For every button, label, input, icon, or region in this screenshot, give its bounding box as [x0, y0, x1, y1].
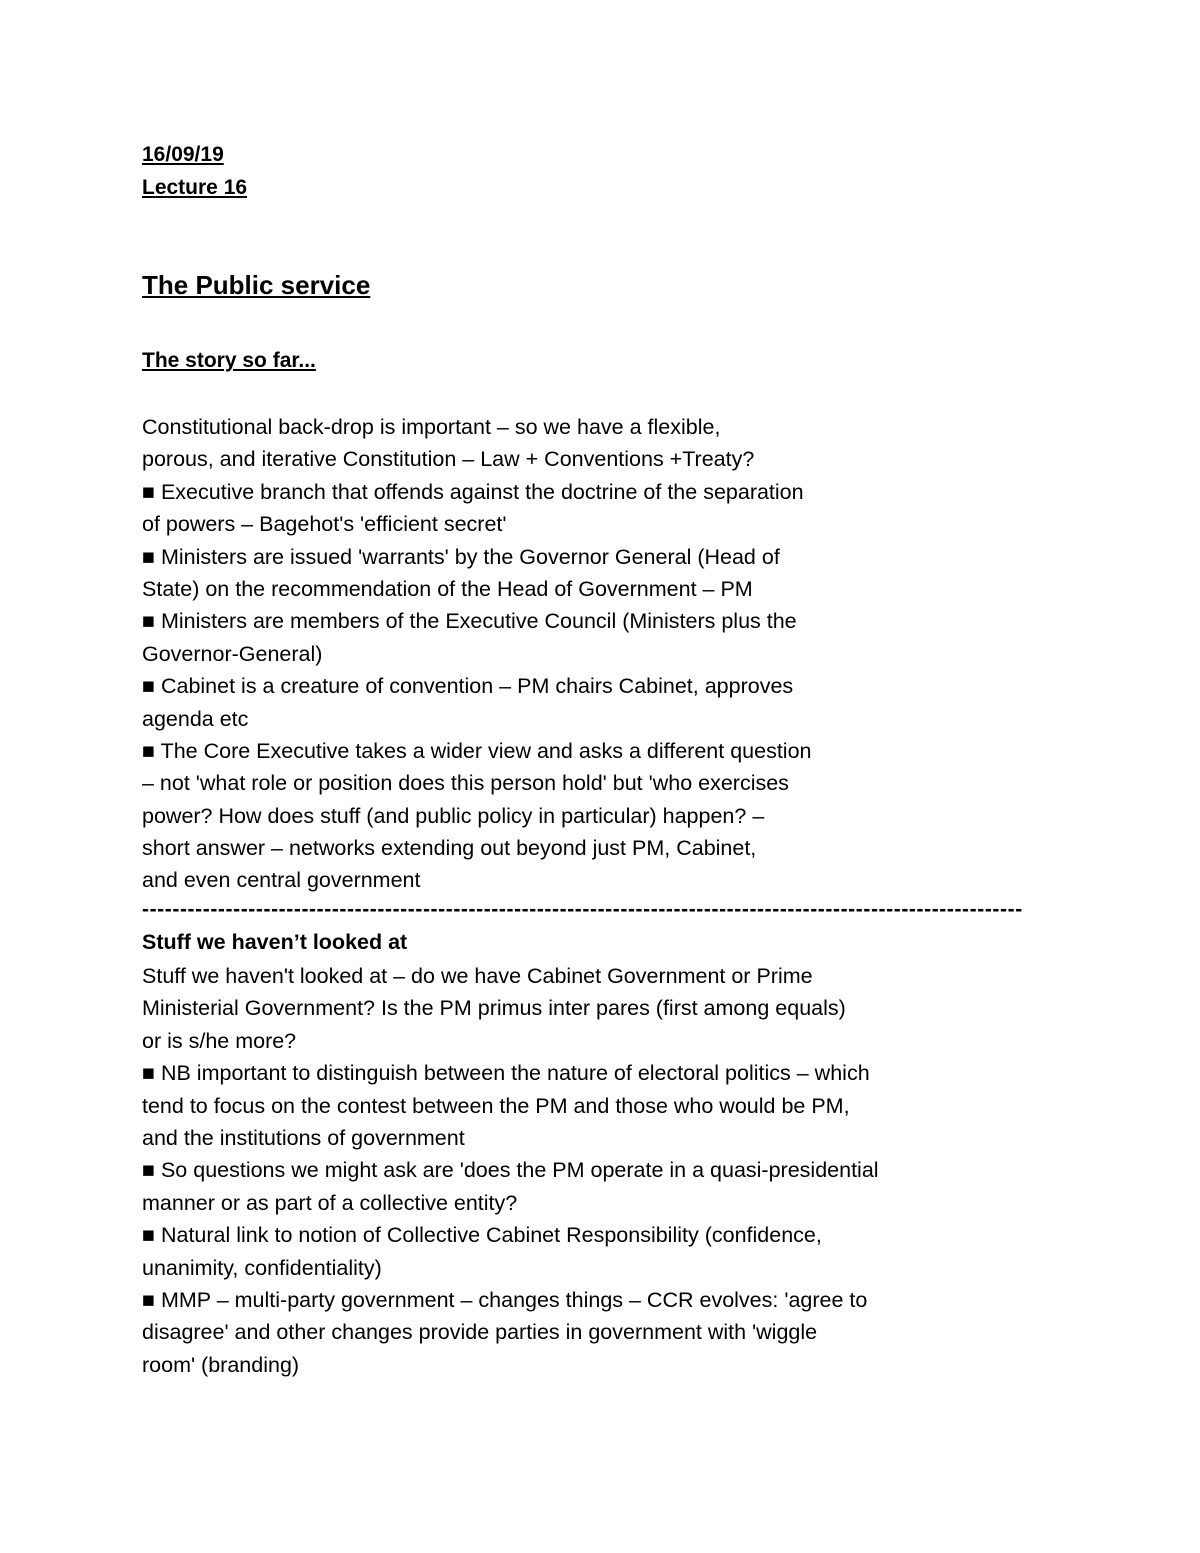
- section-body-not-looked-at: [142, 960, 1102, 1381]
- text-line: – not 'what role or position does this person hold' but 'who exercises: [142, 771, 789, 796]
- text-line: disagree' and other changes provide parties in government with 'wiggle: [142, 1320, 818, 1345]
- text-line: Ministerial Government? Is the PM primus inter pares (first among equals): [142, 996, 846, 1021]
- page-title: The Public service: [142, 270, 371, 300]
- bullet-line: ■ Ministers are issued 'warrants' by the Governor General (Head of: [142, 544, 780, 569]
- bullet-line: ■ NB important to distinguish between the nature of electoral politics – which: [142, 1061, 870, 1086]
- bullet-line: ■ Ministers are members of the Executive Council (Ministers plus the: [142, 609, 797, 634]
- text-line: and even central government: [142, 868, 421, 893]
- section-body-story-so-far: [142, 411, 1102, 897]
- text-line: tend to focus on the contest between the PM and those who would be PM,: [142, 1093, 850, 1118]
- text-line: porous, and iterative Constitution – Law + Conventions +Treaty?: [142, 447, 755, 472]
- lecture-number: Lecture 16: [142, 176, 248, 199]
- text-line: agenda etc: [142, 706, 249, 731]
- bullet-line: ■ Cabinet is a creature of convention – PM chairs Cabinet, approves: [142, 674, 794, 699]
- bullet-line: ■ The Core Executive takes a wider view and asks a different question: [142, 738, 812, 763]
- text-line: unanimity, confidentiality): [142, 1255, 382, 1280]
- text-line: manner or as part of a collective entity?: [142, 1190, 518, 1215]
- text-line: short answer – networks extending out beyond just PM, Cabinet,: [142, 836, 757, 861]
- bullet-line: ■ Natural link to notion of Collective Cabinet Responsibility (confidence,: [142, 1223, 822, 1248]
- section-heading-not-looked-at: Stuff we haven’t looked at: [142, 930, 408, 954]
- text-line: and the institutions of government: [142, 1125, 465, 1150]
- text-line: Stuff we haven't looked at – do we have Cabinet Government or Prime: [142, 964, 813, 988]
- text-line: Governor-General): [142, 641, 323, 666]
- text-line: room' (branding): [142, 1352, 300, 1377]
- bullet-line: ■ Executive branch that offends against the doctrine of the separation: [142, 479, 804, 504]
- text-line: power? How does stuff (and public policy in particular) happen? –: [142, 803, 765, 828]
- dashed-divider: --------------------------------------------------------------------------------------------------------------------: [142, 898, 1023, 921]
- section-heading-story-so-far: The story so far...: [142, 349, 316, 372]
- bullet-line: ■ MMP – multi-party government – changes things – CCR evolves: 'agree to: [142, 1287, 868, 1312]
- text-line: or is s/he more?: [142, 1028, 297, 1053]
- text-line: Constitutional back-drop is important – so we have a flexible,: [142, 415, 721, 439]
- text-line: State) on the recommendation of the Head of Government – PM: [142, 576, 753, 601]
- bullet-line: ■ So questions we might ask are 'does the PM operate in a quasi-presidential: [142, 1158, 879, 1183]
- lecture-date: 16/09/19: [142, 143, 224, 166]
- text-line: of powers – Bagehot's 'efficient secret': [142, 512, 507, 537]
